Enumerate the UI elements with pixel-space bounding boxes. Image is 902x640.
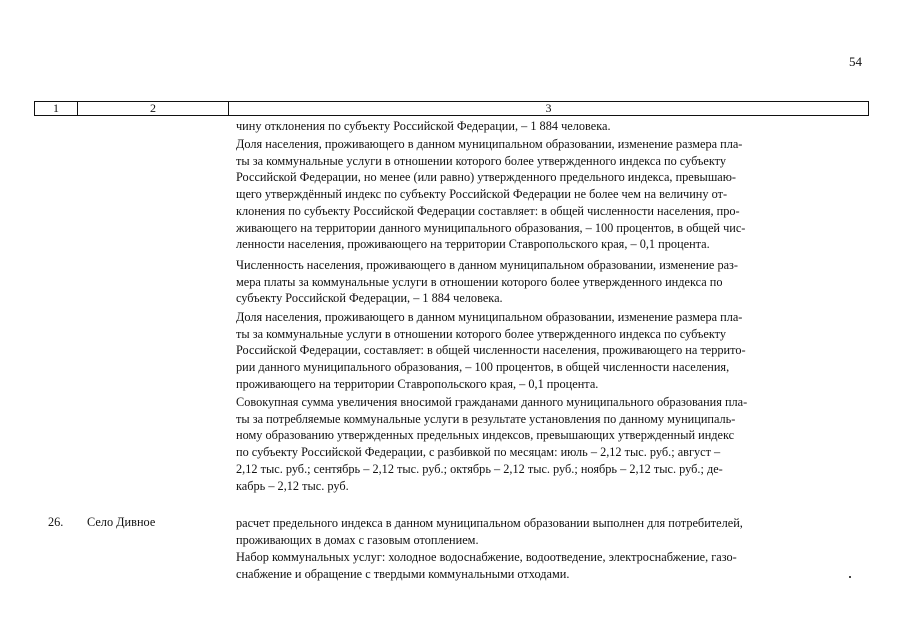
entry-26-number: 26. [48, 515, 64, 529]
continuation-paragraph-4: Доля населения, проживающего в данном муниципальном образовании, изменение размера пла- ты за коммунальные услуги в отношении которого более утвержденного индекса по субъекту Российской Федерации, составляет: в общей численности населения, проживающего на террито- рии данного муниципального образования, – 100 процентов, в общей численности населения, проживающего на территории Ставропольского края, – 0,1 процента. [236, 310, 746, 391]
page-number: 54 [849, 54, 862, 69]
continuation-paragraph-2: Доля населения, проживающего в данном муниципальном образовании, изменение размера пла- ты за коммунальные услуги в отношении которого более утвержденного индекса по субъекту Российской Федерации, но менее (или равно) утвержденного предельного индекса, превышаю- щего утверждённый индекс по субъекту Российской Федерации не более чем на величину от- клонения по субъекту Российской Федерации составляет: в общей численности населения, про- живающего на территории данного муниципального образования, – 100 процентов, в общей чис- ленности населения, проживающего на территории Ставропольского края, – 0,1 процента. [236, 137, 746, 252]
scan-speck [849, 576, 851, 578]
continuation-paragraph-1: чину отклонения по субъекту Российской Федерации, – 1 884 человека. [236, 119, 611, 133]
header-cell-1: 1 [35, 102, 78, 115]
table-header-row [34, 101, 869, 116]
entry-26-paragraph-1: расчет предельного индекса в данном муниципальном образовании выполнен для потребителей, проживающих в домах с газовым отоплением. [236, 516, 743, 547]
continuation-paragraph-3: Численность населения, проживающего в данном муниципальном образовании, изменение раз- мера платы за коммунальные услуги в отношении которого более утвержденного индекса по субъекту Российской Федерации, – 1 884 человека. [236, 258, 738, 306]
entry-26-paragraph-2: Набор коммунальных услуг: холодное водоснабжение, водоотведение, электроснабжение, газо- снабжение и обращение с твердыми коммунальными отходами. [236, 550, 737, 581]
header-cell-2: 2 [78, 102, 229, 115]
continuation-paragraph-5: Совокупная сумма увеличения вносимой гражданами данного муниципального образования пла- ты за потребляемые коммунальные услуги в результате установления по данному муниципаль- ному образованию утвержденных предельных индексов, превышающих утвержденный индекс по субъекту Российской Федерации, с разбивкой по месяцам: июль – 2,12 тыс. руб.; август – 2,12 тыс. руб.; сентябрь – 2,12 тыс. руб.; октябрь – 2,12 тыс. руб.; ноябрь – 2,12 тыс. руб.; де- кабрь – 2,12 тыс. руб. [236, 395, 748, 493]
entry-26-name: Село Дивное [87, 515, 156, 529]
header-cell-3: 3 [545, 101, 552, 115]
